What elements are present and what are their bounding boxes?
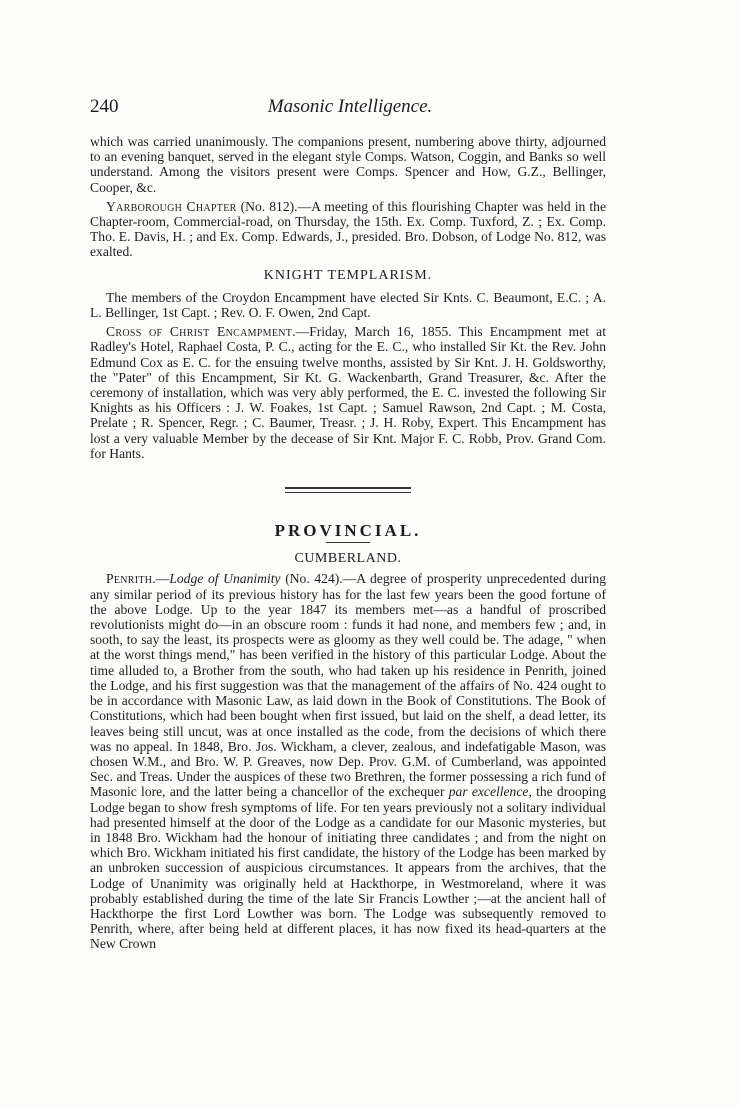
cross-text: .—Friday, March 16, 1855. This Encampment met at Radley's Hotel, Raphael Costa, P. C., acting for the E. C., who installed Sir Kt. the Rev. John Edmund Cox as E. C. for the ensuing twelve months, assisted by Sir Knt. J. H. Goldsworthy, the "Pater" of this Encampment, Sir Kt. G. Wackenbarth, Grand Treasurer, &c. After the ceremony of installation, which was very ably performed, the E. C. invested the following Sir Knights as his Officers : J. W. Foakes, 1st Capt. ; Samuel Rawson, 2nd Capt. ; M. Costa, Prelate ; R. Spencer, Regr. ; C. Baumer, Treasr. ; J. H. Roby, Expert. This Encampment has lost a very valuable Member by the decease of Sir Knt. Major F. C. Robb, Prov. Grand Com. for Hants. <box>90 324 606 461</box>
section-divider <box>285 487 411 493</box>
penrith-lead: Penrith <box>106 571 153 587</box>
par-excellence: par excellence <box>448 784 529 800</box>
article-body <box>90 134 606 956</box>
penrith-text-a: (No. 424).—A degree of prosperity unprecedented during any similar period of its previous history has for the last few years been the good fortune of the above Lodge. Up to the year 1847 its members met—as a handful of proscribed revolutionists might do—in an obscure room : funds it had none, and members few ; and, in sooth, to say the least, its prospects were as gloomy as they well could be. The adage, " when at the worst things mend," has been verified in the history of this particular Lodge. About the time alluded to, a Brother from the south, who had taken up his residence in Penrith, joined the Lodge, and his first suggestion was that the management of the affairs of No. 424 ought to be in accordance with Masonic Law, as laid down in the Book of Constitutions. The Book of Constitutions, which had been bought when first issued, but laid on the shelf, a dead letter, its leaves being still uncut, was at once installed as the code, from the decisions of which there was no appeal. In 1848, Bro. Jos. Wickham, a clever, zealous, and indefatigable Mason, was chosen W.M., and Bro. W. P. Greaves, now Dep. Prov. G.M. of Cumberland, was appointed Sec. and Treas. Under the auspices of these two Brethren, the former possessing a rich fund of Masonic lore, and the latter being a chancellor of the exchequer <box>90 571 606 800</box>
title-underline <box>326 542 370 543</box>
lodge-name: Lodge of Unanimity <box>169 571 281 587</box>
yarborough-lead: Yarborough Chapter <box>106 198 237 214</box>
yarborough-text: (No. 812).—A meeting of this flourishing Chapter was held in the Chapter-room, Commercial-road, on Thursday, the 15th. Ex. Comp. Tuxford, Z. ; Ex. Comp. Tho. E. Davis, H. ; and Ex. Comp. Edwards, J., presided. Bro. Dobson, of Lodge No. 812, was exalted. <box>90 198 606 260</box>
paragraph-yarborough-chapter <box>90 199 606 260</box>
page-header <box>90 96 610 126</box>
penrith-dash: .— <box>152 571 170 587</box>
paragraph-croydon-encampment: The members of the Croydon Encampment have elected Sir Knts. C. Beaumont, E.C. ; A. L. Bellinger, 1st Capt. ; Rev. O. F. Owen, 2nd Capt. <box>90 289 606 321</box>
paragraph-cross-of-christ <box>90 324 606 461</box>
section-title-provincial: PROVINCIAL. <box>274 521 422 541</box>
cross-lead: Cross of Christ Encampment <box>106 324 293 340</box>
subsection-title-cumberland: CUMBERLAND. <box>294 551 402 567</box>
running-title: Masonic Intelligence. <box>267 96 433 117</box>
page-number: 240 <box>90 96 119 117</box>
section-title-knight-templarism: KNIGHT TEMPLARISM. <box>263 267 433 283</box>
paragraph-penrith <box>90 571 606 951</box>
paragraph-chapter-banquet: which was carried unanimously. The companions present, numbering above thirty, adjourned to an evening banquet, served in the elegant style Comps. Watson, Coggin, and Banks so well understand. Among the visitors present were Comps. Spencer and How, G.Z., Bellinger, Cooper, &c. <box>90 134 606 195</box>
penrith-text-b: , the drooping Lodge began to show fresh symptoms of life. For ten years previously not a solitary individual had presented himself at the door of the Lodge as a candidate for our Masonic mysteries, but in 1848 Bro. Wickham had the honour of initiating three candidates ; and from the night on which Bro. Wickham initiated his first candidate, the history of the Lodge has been marked by an unbroken succession of auspicious circumstances. It appears from the archives, that the Lodge of Unanimity was originally held at Hackthorpe, in Westmoreland, where it was probably established during the time of the late Sir Francis Lowther ;—at the ancient hall of Hackthorpe the first Lord Lowther was born. The Lodge was subsequently removed to Penrith, where, after being held at different places, it has now fixed its head-quarters at the New Crown <box>90 784 606 952</box>
